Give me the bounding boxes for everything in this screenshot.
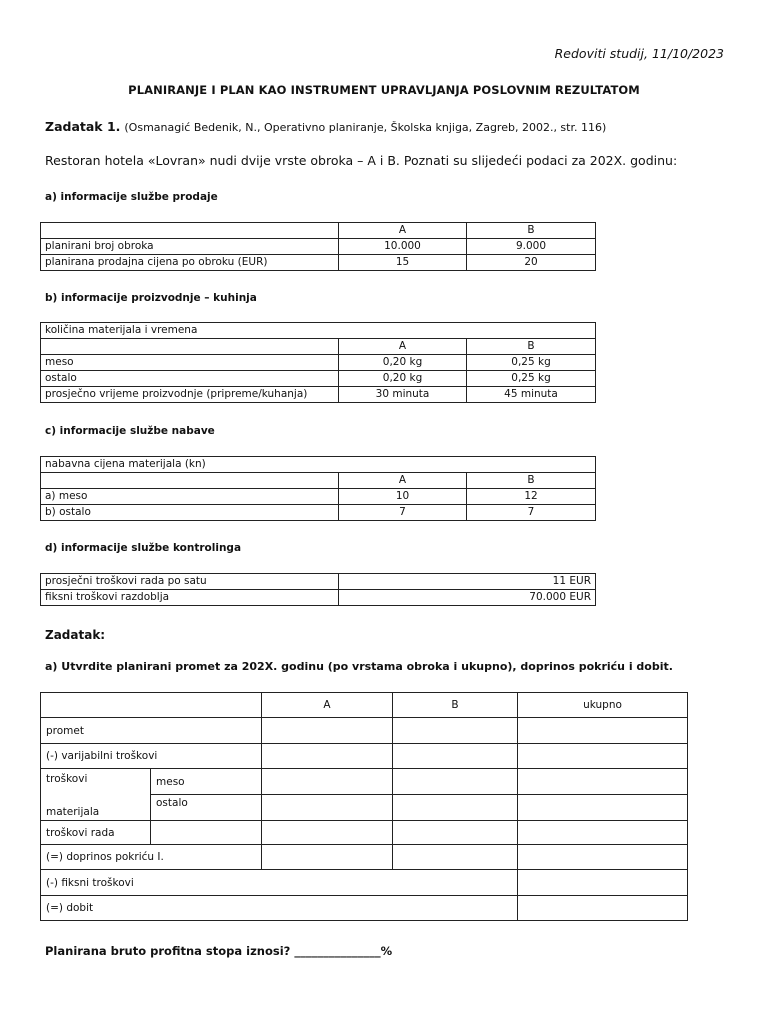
row-label: prosječni troškovi rada po satu: [41, 574, 339, 590]
row-label: planirana prodajna cijena po obroku (EUR): [41, 255, 339, 271]
profit-rate-question: Planirana bruto profitna stopa iznosi? _______________%: [45, 944, 393, 958]
table-row: [41, 223, 596, 239]
row-label: fiksni troškovi razdoblja: [41, 590, 339, 606]
section-c-heading: c) informacije službe nabave: [45, 425, 215, 437]
cell-value-a: 10: [339, 489, 467, 505]
row-label: materijala: [46, 806, 100, 818]
controlling-info-table: [40, 573, 596, 606]
table-row: [41, 870, 688, 896]
row-label: (=) dobit: [41, 896, 518, 921]
sales-info-table: [40, 222, 596, 271]
answer-cell[interactable]: [262, 845, 393, 870]
table-row: [41, 239, 596, 255]
row-label: b) ostalo: [41, 505, 339, 521]
column-header-a: A: [339, 473, 467, 489]
column-header-a: A: [262, 693, 393, 718]
procurement-info-table: [40, 456, 596, 521]
answer-cell[interactable]: [518, 769, 688, 795]
column-header-b: B: [393, 693, 518, 718]
cell-value-b: 0,25 kg: [467, 371, 596, 387]
row-sublabel: ostalo: [151, 795, 262, 821]
date-line: Redoviti studij, 11/10/2023: [554, 46, 724, 61]
table-row: [41, 744, 688, 769]
cell-value-a: 0,20 kg: [339, 371, 467, 387]
answer-cell[interactable]: [393, 795, 518, 821]
answer-cell[interactable]: [518, 845, 688, 870]
column-header-total: ukupno: [518, 693, 688, 718]
table-row: [41, 505, 596, 521]
answer-cell[interactable]: [262, 744, 393, 769]
row-label: prosječno vrijeme proizvodnje (pripreme/kuhanja): [41, 387, 339, 403]
cell-value-b: 7: [467, 505, 596, 521]
answer-cell[interactable]: [262, 795, 393, 821]
section-b-heading: b) informacije proizvodnje – kuhinja: [45, 292, 257, 304]
row-label-group: [41, 769, 151, 821]
answer-cell[interactable]: [518, 795, 688, 821]
cell-value-a: 30 minuta: [339, 387, 467, 403]
table-row: [41, 821, 688, 845]
cell-value-a: 7: [339, 505, 467, 521]
table-cell: [41, 693, 262, 718]
task-reference: (Osmanagić Bedenik, N., Operativno planiranje, Školska knjiga, Zagreb, 2002., str. 116): [124, 121, 607, 134]
calculation-table: [40, 692, 688, 921]
table-row: [41, 323, 596, 339]
cell-value-a: 10.000: [339, 239, 467, 255]
row-label: (=) doprinos pokriću I.: [41, 845, 262, 870]
answer-cell[interactable]: [518, 744, 688, 769]
cell-value: 11 EUR: [339, 574, 596, 590]
table-title: nabavna cijena materijala (kn): [41, 457, 596, 473]
row-label: ostalo: [41, 371, 339, 387]
cell-value-b: 12: [467, 489, 596, 505]
table-cell: [41, 223, 339, 239]
row-label: meso: [41, 355, 339, 371]
table-cell: [151, 821, 262, 845]
cell-value-b: 45 minuta: [467, 387, 596, 403]
answer-cell[interactable]: [518, 870, 688, 896]
cell-value-b: 20: [467, 255, 596, 271]
row-label: planirani broj obroka: [41, 239, 339, 255]
column-header-b: B: [467, 473, 596, 489]
answer-cell[interactable]: [518, 718, 688, 744]
cell-value-b: 9.000: [467, 239, 596, 255]
table-row: [41, 896, 688, 921]
table-row: [41, 574, 596, 590]
table-row: [41, 371, 596, 387]
column-header-b: B: [467, 223, 596, 239]
section-d-heading: d) informacije službe kontrolinga: [45, 542, 242, 554]
cell-value: 70.000 EUR: [339, 590, 596, 606]
column-header-a: A: [339, 223, 467, 239]
table-row: [41, 339, 596, 355]
answer-cell[interactable]: [262, 718, 393, 744]
row-label: troškovi: [46, 773, 88, 785]
column-header-b: B: [467, 339, 596, 355]
column-header-a: A: [339, 339, 467, 355]
row-label: promet: [41, 718, 262, 744]
answer-cell[interactable]: [393, 718, 518, 744]
table-row: [41, 355, 596, 371]
answer-cell[interactable]: [393, 769, 518, 795]
answer-cell[interactable]: [518, 896, 688, 921]
row-sublabel: meso: [151, 769, 262, 795]
assignment-heading: Zadatak:: [45, 628, 106, 642]
table-row: [41, 387, 596, 403]
table-row: [41, 845, 688, 870]
requirement-a: a) Utvrdite planirani promet za 202X. godinu (po vrstama obroka i ukupno), doprinos pokriću i dobit.: [45, 660, 673, 673]
answer-cell[interactable]: [518, 821, 688, 845]
answer-cell[interactable]: [393, 821, 518, 845]
cell-value-b: 0,25 kg: [467, 355, 596, 371]
table-cell: [41, 339, 339, 355]
table-cell: [41, 473, 339, 489]
table-row: [41, 457, 596, 473]
table-row: [41, 473, 596, 489]
answer-cell[interactable]: [393, 845, 518, 870]
kitchen-info-table: [40, 322, 596, 403]
table-title: količina materijala i vremena: [41, 323, 596, 339]
cell-value-a: 15: [339, 255, 467, 271]
table-row: [41, 255, 596, 271]
table-row: [41, 769, 688, 795]
row-label: (-) varijabilni troškovi: [41, 744, 262, 769]
task-heading: [45, 119, 606, 134]
answer-cell[interactable]: [393, 744, 518, 769]
table-row: [41, 590, 596, 606]
row-label: (-) fiksni troškovi: [41, 870, 518, 896]
table-row: [41, 489, 596, 505]
task-intro: Restoran hotela «Lovran» nudi dvije vrste obroka – A i B. Poznati su slijedeći podaci za 202X. godinu:: [45, 153, 678, 168]
answer-cell[interactable]: [262, 821, 393, 845]
section-a-heading: a) informacije službe prodaje: [45, 191, 218, 203]
table-row: [41, 718, 688, 744]
row-label: troškovi rada: [41, 821, 151, 845]
row-label: a) meso: [41, 489, 339, 505]
cell-value-a: 0,20 kg: [339, 355, 467, 371]
table-row: [41, 693, 688, 718]
document-title: PLANIRANJE I PLAN KAO INSTRUMENT UPRAVLJANJA POSLOVNIM REZULTATOM: [128, 83, 640, 97]
answer-cell[interactable]: [262, 769, 393, 795]
task-label: Zadatak 1.: [45, 119, 121, 134]
